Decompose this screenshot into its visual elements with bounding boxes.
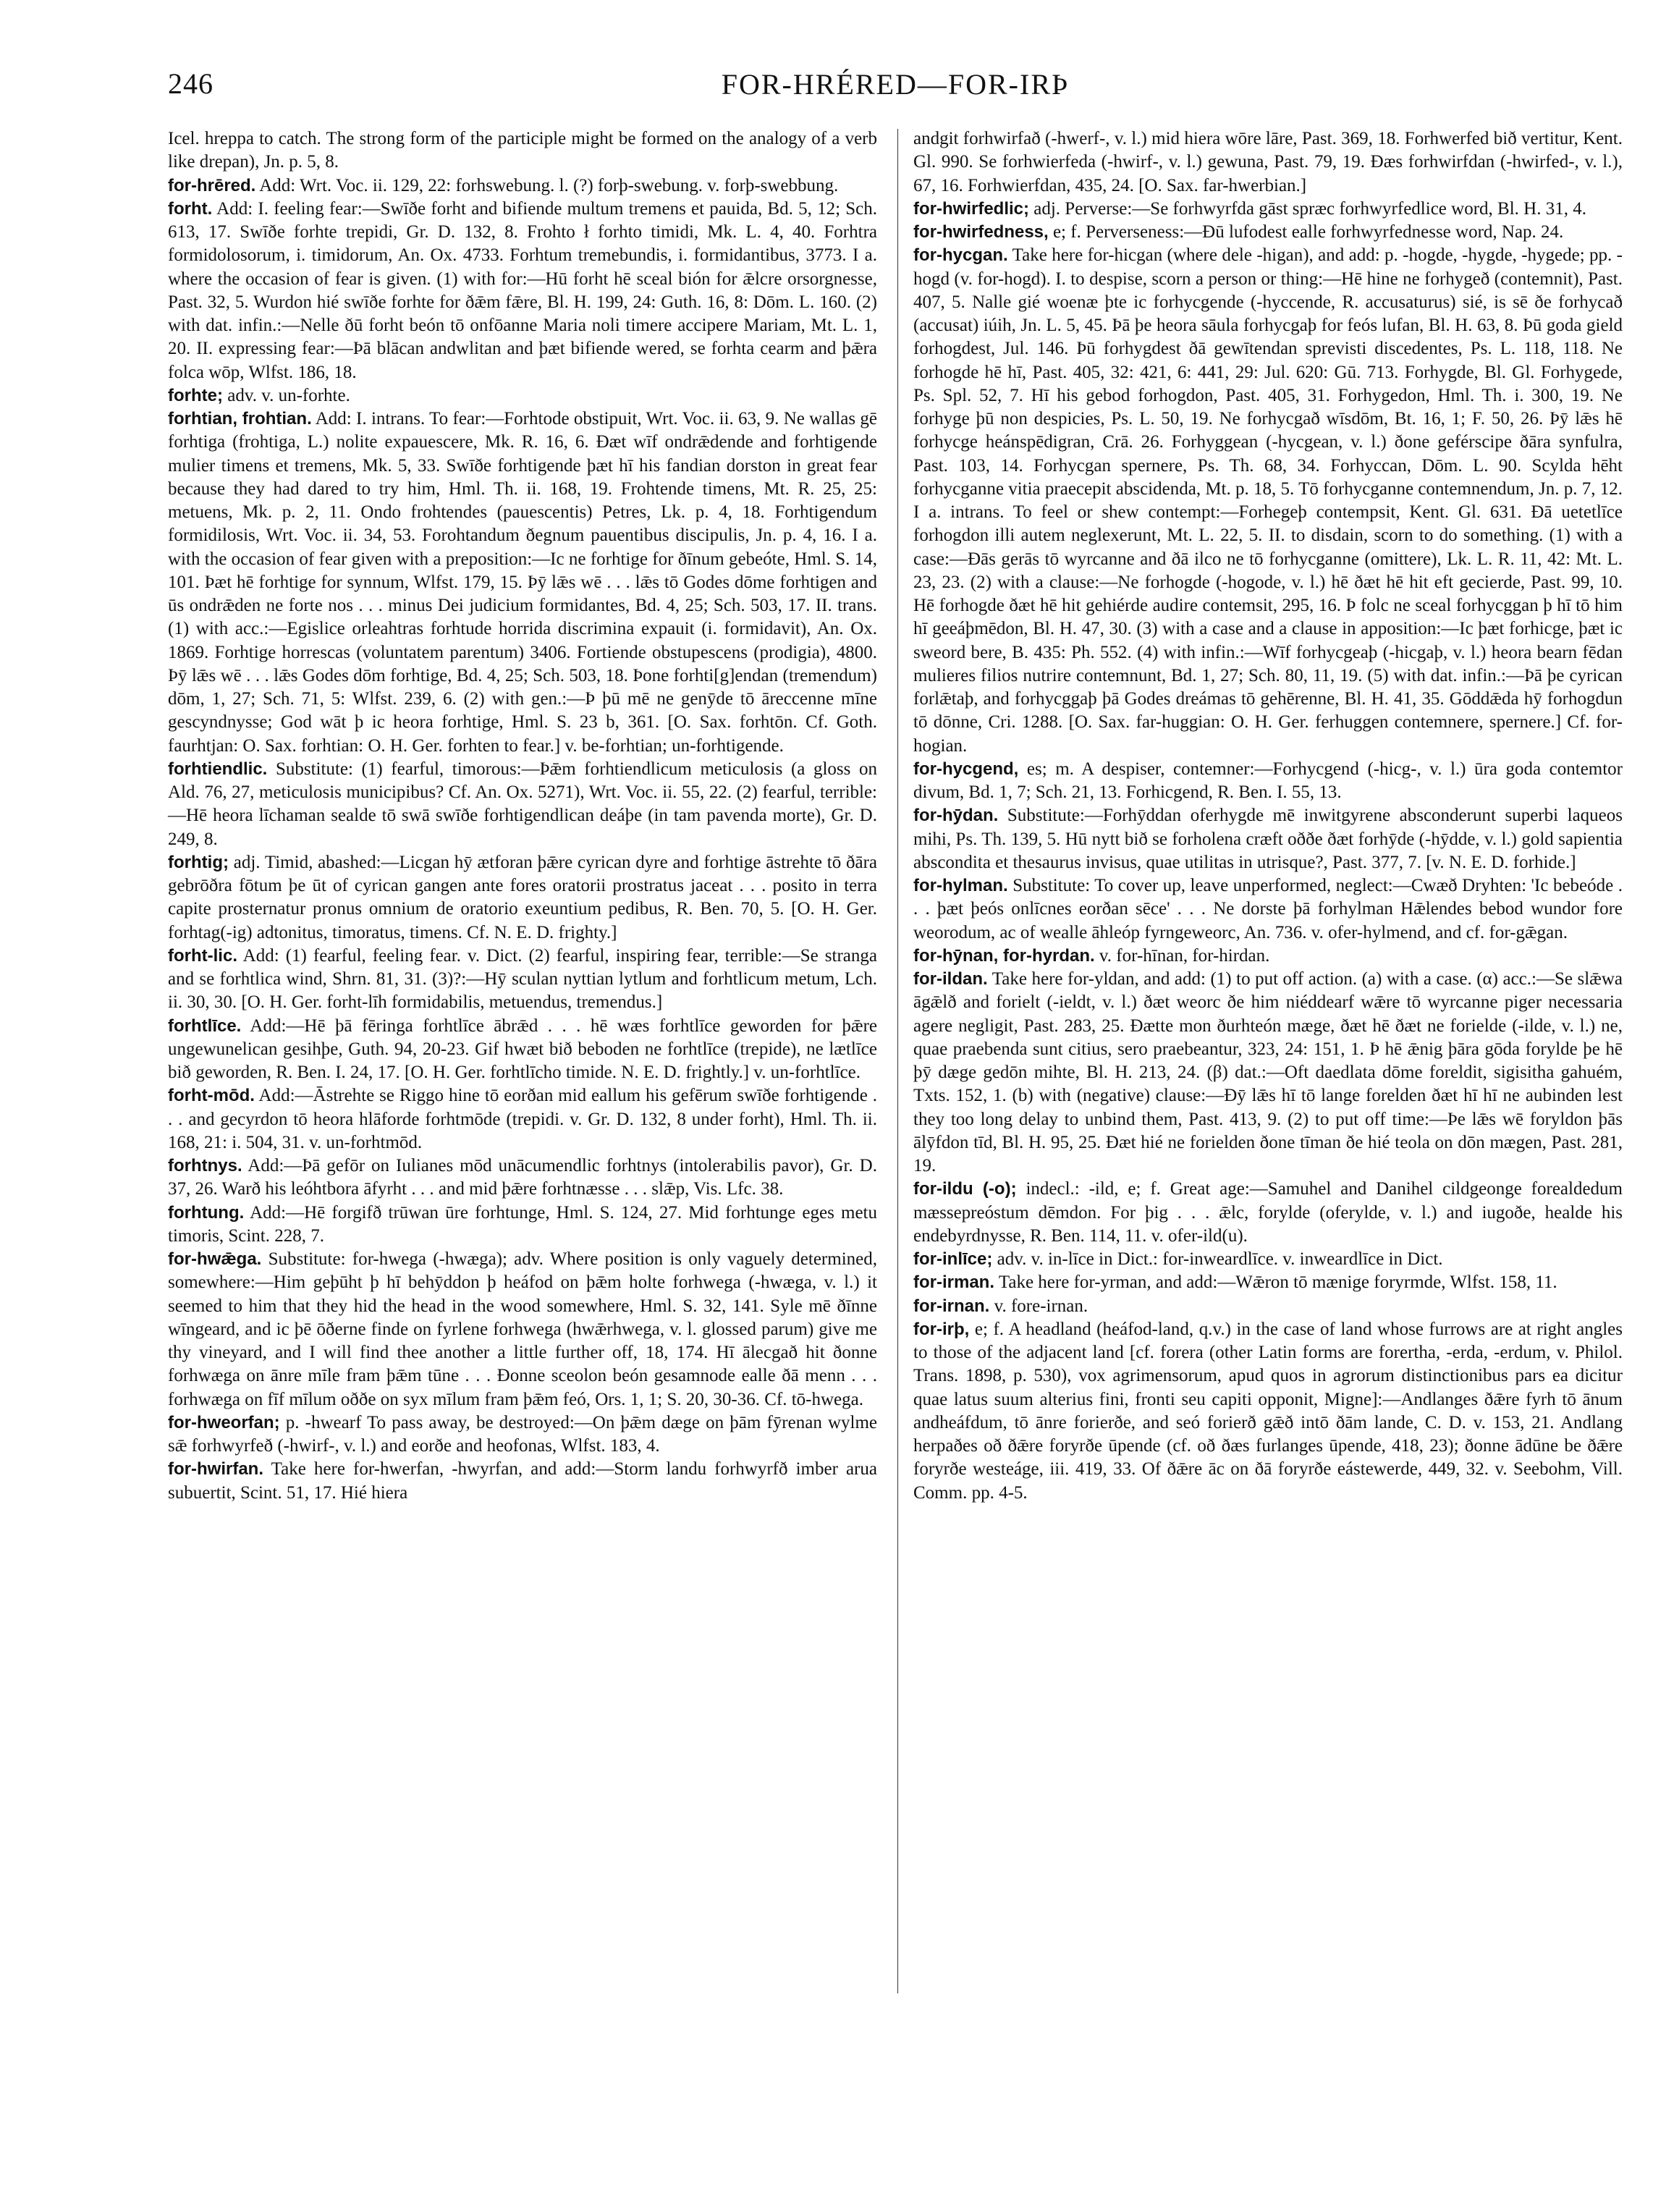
entry-body: e; f. A headland (heáfod-land, q.v.) in the case of land whose furrows are at right angles to those of the adjacent land [cf. forera (other Latin forms are forertha, -erda, -erdum, v. Philol. Trans. 1898, p. 530), vox agrimensorum, apud quos in agrorum distinctionibus pars ea dicitur quae latus suum alterius fini, fronti seu capiti opponit, Migne]:—Andlanges ðǣre fyrh tō ānum andheáfdum, tō ānre forierðe, and seó forierð gǣð intō ðām lande, C. D. v. 153, 21. Andlang herpaðes oð ðǣre foryrðe ūpende (cf. oð ðæs furlanges ūpende, 418, 23); ðonne ādūne be ðǣre foryrðe westeáge, iii. 419, 33. Of ðǣre āc on ðā foryrðe eástewerde, 449, 32. v. Seebohm, Vill. Comm. pp. 4-5. [913,1319,1623,1503]
right-column [913,127,1623,1505]
entry-body: Add:—Þā gefōr on Iulianes mōd unācumendlic forhtnys (intolerabilis pavor), Gr. D. 37, 26. Warð his leóhtbora āfyrht . . . and mid þǣre forhtnæsse . . . slǣp, Vis. Lfc. 38. [168,1156,877,1199]
dictionary-entry [913,1271,1623,1294]
entry-headword: for-hwǣga. [168,1249,262,1269]
entry-body: Take here for-yrman, and add:—Wǣron tō mænige foryrmde, Wlfst. 158, 11. [998,1272,1557,1293]
entry-headword: for-inlīce; [913,1249,993,1269]
entry-body: Add:—Hē þā fēringa forhtlīce ābrǣd . . . hē wæs forhtlīce geworden for þǣre ungewunelican gesihþe, Guth. 94, 20-23. Gif hwæt bið beboden ne forhtlīce (trepide), ne lætlīce bið geworden, R. Ben. I. 24, 17. [O. H. Ger. forhtlīcho timide. N. E. D. frightly.] v. un-forhtlīce. [168,1016,877,1082]
dictionary-entry [168,1154,877,1202]
dictionary-entry [168,945,877,1015]
running-head: FOR-HRÉRED—FOR-IRÞ [721,68,1070,101]
dictionary-entry [168,127,877,174]
entry-headword: for-hycgend, [913,759,1019,779]
dictionary-entry [913,874,1623,945]
entry-body: Substitute: To cover up, leave unperformed, neglect:—Cwæð Dryhten: 'Ic bebeóde . . . þæt þeós onlīcnes eorðan sēce' . . . Ne dorste þā forhylman Hǣlendes bebod wundor fore weorodum, ac of wealle āhleóp fyrngeweorc, An. 736. v. ofer-hylmend, and cf. for-gǣgan. [913,876,1623,942]
entry-body: Add: I. feeling fear:—Swīðe forht and bifiende multum tremens et pauida, Bd. 5, 12; Sch. 613, 17. Swīðe forhte trepidi, Gr. D. 132, 8. Frohto ł forhto timidi, Mk. L. 4, 40. Forhtra formidolosorum, i. timidorum, An. Ox. 4733. Forhtum tremebundis, i. formidantibus, 3773. I a. where the occasion of fear is given. (1) with for:—Hū forht hē sceal bión for ǣlcre orsorgnesse, Past. 32, 5. Wurdon hié swīðe forhte for ðǣm fǣre, Bl. H. 199, 24: Guth. 16, 8: Dōm. L. 160. (2) with dat. infin.:—Nelle ðū forht beón tō onfōanne Maria noli timere accipere Mariam, Mt. L. 1, 20. II. expressing fear:—Þā blācan andwlitan and þæt bifiende wered, se forhta cearm and þǣra folca wōp, Wlfst. 186, 18. [168,198,877,382]
entry-headword: for-hȳnan, for-hyrdan. [913,945,1095,966]
left-column [168,127,877,1505]
dictionary-entry [168,174,877,198]
entry-headword: for-hwirfan. [168,1459,263,1479]
entry-headword: forhtig; [168,852,229,872]
dictionary-entry [168,384,877,408]
entry-body: v. fore-irnan. [994,1296,1088,1316]
dictionary-entry [168,1202,877,1249]
entry-body: p. -hwearf To pass away, be destroyed:—On þǣm dæge on þām fȳrenan wylme sǣ forhwyrfeð (-hwirf-, v. l.) and eorðe and heofonas, Wlfst. 183, 4. [168,1412,877,1456]
entry-headword: for-ildan. [913,969,988,989]
entry-headword: forhtlīce. [168,1016,242,1036]
entry-headword: forht-lic. [168,945,237,966]
entry-headword: for-irnan. [913,1296,990,1316]
dictionary-entry [168,1458,877,1505]
dictionary-entry [168,408,877,758]
entry-body: adv. v. in-līce in Dict.: for-inweardlīce. v. inweardlīce in Dict. [997,1249,1443,1269]
entry-headword: for-hwirfedness, [913,222,1049,242]
dictionary-entry [913,804,1623,874]
entry-body: adv. v. un-forhte. [227,385,350,405]
entry-headword: forht. [168,198,213,219]
dictionary-entry [913,968,1623,1178]
entry-headword: for-hweorfan; [168,1412,280,1432]
entry-headword: forhtiendlic. [168,759,268,779]
dictionary-entry [168,1015,877,1085]
entry-body: Add:—Āstrehte se Riggo hine tō eorðan mid eallum his gefērum swīðe forhtigende . . . and gecyrdon tō heora hlāforde forhtmōde (trepidi. v. Gr. D. 132, 8 under forht), Hml. Th. ii. 168, 21: i. 504, 31. v. un-forhtmōd. [168,1086,878,1152]
entry-body: andgit forhwirfað (-hwerf-, v. l.) mid hiera wōre lāre, Past. 369, 18. Forhwerfed bið vertitur, Kent. Gl. 990. Se forhwierfeda (-hwirf-, v. l.) gewuna, Past. 79, 19. Ðæs forhwirfdan (-hwirfed-, v. l.), 67, 16. Forhwierfdan, 435, 24. [O. Sax. far-hwerbian.] [913,129,1623,195]
entry-body: adj. Timid, abashed:—Licgan hȳ ætforan þǣre cyrican dyre and forhtige āstrehte tō ðāra gebrōðra fōtum þe ūt of cyrican gangen ante fores oratorii prostratus jaceat . . . posito in terra capite prosternatur pronus omnium de oratorio exeuntium pedibus, R. Ben. 70, 5. [O. H. Ger. forhtag(-ig) adtonitus, timoratus, timens. Cf. N. E. D. frighty.] [168,852,877,942]
entry-body: Add:—Hē forgifð trūwan ūre forhtunge, Hml. S. 124, 27. Mid forhtunge eges metu timoris, Scint. 228, 7. [168,1202,877,1246]
entry-headword: forht-mōd. [168,1086,255,1106]
dictionary-entry [913,758,1623,805]
entry-body: Add: Wrt. Voc. ii. 129, 22: forhswebung. l. (?) forþ-swebung. v. forþ-swebbung. [259,175,839,195]
entry-headword: forhte; [168,385,223,405]
entry-headword: forhtian, frohtian. [168,409,312,429]
entry-body: v. for-hīnan, for-hirdan. [1099,945,1270,966]
page-number: 246 [168,67,214,100]
entry-headword: for-hwirfedlic; [913,198,1029,219]
dictionary-entry [168,1248,877,1411]
dictionary-entry [168,198,877,384]
entry-body: Substitute: (1) fearful, timorous:—Þǣm forhtiendlicum meticulosis (a gloss on Ald. 76, 27, meticulosis municipibus? Cf. An. Ox. 5271), Wrt. Voc. ii. 55, 22. (2) fearful, terrible:—Hē heora līchaman sealde tō swā swīðe forhtigendlican deáþe (in tam pavenda morte), Gr. D. 249, 8. [168,759,877,849]
dictionary-entry [913,1248,1623,1271]
dictionary-entry [913,1178,1623,1248]
entry-body: Substitute:—Forhȳddan oferhygde mē inwitgyrene absconderunt superbi laqueos mihi, Ps. Th. 139, 5. Hū nytt bið se forholena cræft oððe ðæt forhȳde (-hȳdde, v. l.) gold sapientia abscondita et thesaurus invisus, quae utilitas in utrisque?, Past. 377, 7. [v. N. E. D. forhide.] [913,806,1623,872]
dictionary-entry [913,127,1623,198]
dictionary-entry [913,945,1623,968]
entry-headword: for-hȳdan. [913,806,999,826]
entry-headword: for-hylman. [913,876,1008,895]
entry-body: indecl.: -ild, e; f. Great age:—Samuhel and Danihel cildgeonge forealdedum mæssepreóstum dēmdon. For þig . . . ǣlc, forylde (oferylde, v. l.) and iugoðe, healde his endebyrdnysse, R. Ben. 114, 11. v. ofer-ild(u). [913,1179,1623,1246]
entry-headword: for-irman. [913,1272,995,1293]
entry-headword: for-ildu (-o); [913,1179,1017,1199]
dictionary-entry [168,851,877,945]
entry-body: Take here for-yldan, and add: (1) to put off action. (a) with a case. (α) acc.:—Se slǣwa āgǣlð and forielt (-ieldt, v. l.) ðæt weorc ðe him niéddearf wǣre tō wyrcanne piger necessaria agere negligit, Past. 283, 25. Ðætte mon ðurhteón mæge, ðæt hē ðæt ne forielde (-ilde, v. l.) ne, quae praebenda sunt citius, sero praebeantur, 323, 24: 151, 1. Þ hē ǣnig þāra gōda forylde þe hē þȳ dæge gedōn mihte, Bl. H. 213, 24. (β) dat.:—Oft daedlata dōme foreldit, sigisitha gahuém, Txts. 152, 1. (b) with (negative) clause:—Ðȳ lǣs hī tō lange forelden ðæt hī hī ne aubinden lest they too long delay to unbind them, Past. 413, 9. (2) to put off time:—Þe lǣs wē foryldon þās ālȳfdon tīd, Bl. H. 95, 25. Ðæt hié ne forielden ðone tīman ðe hié teola on dōn mægen, Past. 281, 19. [913,969,1623,1175]
entry-body: adj. Perverse:—Se forhwyrfda gāst spræc forhwyrfedlice word, Bl. H. 31, 4. [1033,198,1586,219]
entry-headword: for-hycgan. [913,245,1008,266]
dictionary-entry [913,1318,1623,1505]
entry-body: Substitute: for-hwega (-hwæga); adv. Where position is only vaguely determined, somewhere:—Him geþūht þ hī behȳddon þ heáfod on þǣm holte forhwega (-hwæga, v. l.) it seemed to him that they hid the head in the wood somewhere, Hml. S. 32, 141. Syle mē ðīnne wīngeard, and ic þē ōðerne finde on fyrlene forhwega (hwǣrhwega, v. l. glossed parum) give me thy vineyard, and I will find thee another a little further off, 18, 174. Hī ālecgað hit ðonne forhwæga on ānre mīle fram þǣm tūne . . . Ðonne sceolon beón gesamnode ealle ðā menn . . . forhwæga on fīf mīlum oððe on syx mīlum fram þǣm feó, Ors. 1, 1; S. 20, 30-36. Cf. tō-hwega. [168,1249,877,1409]
dictionary-entry [168,1084,877,1154]
dictionary-entry [913,244,1623,758]
entry-body: Add: (1) fearful, feeling fear. v. Dict. (2) fearful, inspiring fear, terrible:—Se stranga and se forhtlica wind, Shrn. 81, 31. (3)?:—Hȳ sculan nyttian lytlum and forhtlicum metum, Lch. ii. 30, 30. [O. H. Ger. forht-līh formidabilis, metuendus, tremendus.] [168,945,878,1013]
entry-body: Icel. hreppa to catch. The strong form of the participle might be formed on the analogy of a verb like drepan), Jn. p. 5, 8. [168,129,877,172]
entry-body: Take here for-hicgan (where dele -higan), and add: p. -hogde, -hygde, -hygede; pp. -hogd (v. for-hogd). I. to despise, scorn a person or thing:—Hē hine ne forhygeð (contemnit), Past. 407, 5. Nalle gié woenæ þte ic forhycgende (-hyccende, R. accusaturus) sié, is sē ðe forhycað (accusat) iúih, Jn. L. 5, 45. Þā þe heora sāula forhycgaþ for feós lufan, Bl. H. 63, 8. Þū goda gield forhogdest, Jul. 146. Þū forhygdest ðā gewītendan sprevisti discedentes, Ps. L. 118, 118. Ne forhogde hē hī, Past. 405, 32: 421, 6: 441, 29: Jul. 620: Gū. 713. Forhygde, Bl. Gl. Forhygede, Ps. Spl. 52, 7. Hī his gebod forhogdon, Past. 405, 31. Forhygedon, Hml. Th. i. 300, 19. Ne forhyge þū non despicies, Ps. L. 50, 19. Ne forhycgað wīsdōm, Bt. 16, 1; F. 50, 26. Þȳ lǣs hē forhycge heánspēdigran, Crā. 26. Forhyggean (-hycgean, v. l.) ðone geférscipe ðāra synfulra, Past. 103, 14. Forhycgan spernere, Ps. Th. 68, 34. Forhyccan, Dōm. L. 90. Scylda hēht forhycganne vitia praecepit abscidenda, Mt. p. 18, 5. Tō forhycganne contemnendum, Jn. p. 7, 12. I a. intrans. To feel or shew contempt:—Forhegeþ contempsit, Kent. Gl. 631. Ðā uetetlīce forhogdon illi autem neglexerunt, Mt. L. 22, 5. II. to disdain, scorn to do something. (1) with a case:—Ðās gerās tō wyrcanne and ðā ilco ne tō forhycganne (omittere), Lk. L. R. 11, 42: Mt. L. 23, 23. (2) with a clause:—Ne forhogde (-hogode, v. l.) hē ðæt hē hit eft gecierde, Past. 99, 10. Hē forhogde ðæt hē hit gehiérde audire contemsit, 295, 16. Þ folc ne sceal forhycggan þ hī tō him hī geeáþmēdon, Bl. H. 47, 30. (3) with a case and a clause in apposition:—Ic þæt forhicge, þæt ic sweord bere, B. 435: Ph. 552. (4) with infin.:—Wīf forhycgeaþ (-hicgaþ, v. l.) heora bearn fēdan mulieres filios nutrire contemnunt, Bd. 1, 27; Sch. 80, 11, 19. (5) with dat. infin.:—Þā þe cyrican forlǣtaþ, and forhycggaþ þā Godes dreámas tō gehērenne, Bl. H. 41, 35. Gōddǣda hȳ forhogdun tō dōnne, Cri. 1288. [O. Sax. far-huggian: O. H. Ger. ferhuggen contemnere, spernere.] Cf. for-hogian. [913,245,1623,756]
dictionary-entry [168,1411,877,1459]
dictionary-entry [913,1295,1623,1318]
entry-headword: for-hrēred. [168,175,256,195]
entry-headword: for-irþ, [913,1319,970,1339]
dictionary-entry [913,221,1623,244]
column-divider [897,129,898,1993]
entry-body: Take here for-hwerfan, -hwyrfan, and add:—Storm landu forhwyrfð imber arua subuertit, Scint. 51, 17. Hié hiera [168,1459,877,1503]
dictionary-entry [913,198,1623,221]
dictionary-entry [168,758,877,851]
entry-body: Add: I. intrans. To fear:—Forhtode obstipuit, Wrt. Voc. ii. 63, 9. Ne wallas gē forhtiga (frohtiga, L.) nolite expauescere, Mk. R. 16, 6. Ðæt wīf ondrǣdende and forhtigende mulier timens et tremens, Mk. 5, 33. Swīðe forhtigende þæt hī his fandian dorston in great fear because they had dared to try him, Hml. Th. ii. 168, 19. Frohtende timens, Mt. R. 25, 25: metuens, Mk. p. 2, 11. Ondo frohtendes (pauescentis) Petres, Lk. p. 4, 18. Forhtigendum formidilosis, Wrt. Voc. ii. 34, 53. Forohtandum ðegnum pauentibus discipulis, Jn. p. 4, 16. I a. with the occasion of fear given with a preposition:—Ic ne forhtige for ðīnum gebeóte, Hml. S. 14, 101. Þæt hē forhtige for synnum, Wlfst. 179, 15. Þȳ lǣs wē . . . lǣs tō Godes dōme forhtigen and ūs ondrǣden ne forte nos . . . minus Dei judicium formidantes, Bd. 4, 25; Sch. 503, 17. II. trans. (1) with acc.:—Egislice orleahtras forhtude horrida discrimina expauit (i. formidavit), An. Ox. 1869. Forhtige horrescas (voluntatem parentum) 3406. Fortiende obstupescens (prodigia), 4800. Þȳ lǣs wē . . . lǣs Godes dōm forhtige, Bd. 4, 25; Sch. 503, 18. Þone forhti[g]endan (tremendum) dōm, 1, 27; Sch. 71, 5: Wlfst. 239, 6. (2) with gen.:—Þ þū mē ne genȳde tō āreccenne mīne gescyndnysse; God wāt þ ic heora forhtige, Hml. S. 23 b, 361. [O. Sax. forhtōn. Cf. Goth. faurhtjan: O. Sax. forhtian: O. H. Ger. forhten to fear.] v. be-forhtian; un-forhtigende. [168,409,877,756]
entry-headword: forhtung. [168,1202,245,1223]
entry-body: e; f. Perverseness:—Ðū lufodest ealle forhwyrfednesse word, Nap. 24. [1052,222,1564,242]
entry-headword: forhtnys. [168,1156,242,1175]
entry-body: es; m. A despiser, contemner:—Forhycgend (-hicg-, v. l.) ūra goda contemtor divum, Bd. 1, 7; Sch. 21, 13. Forhicgend, R. Ben. I. 55, 13. [913,759,1623,802]
